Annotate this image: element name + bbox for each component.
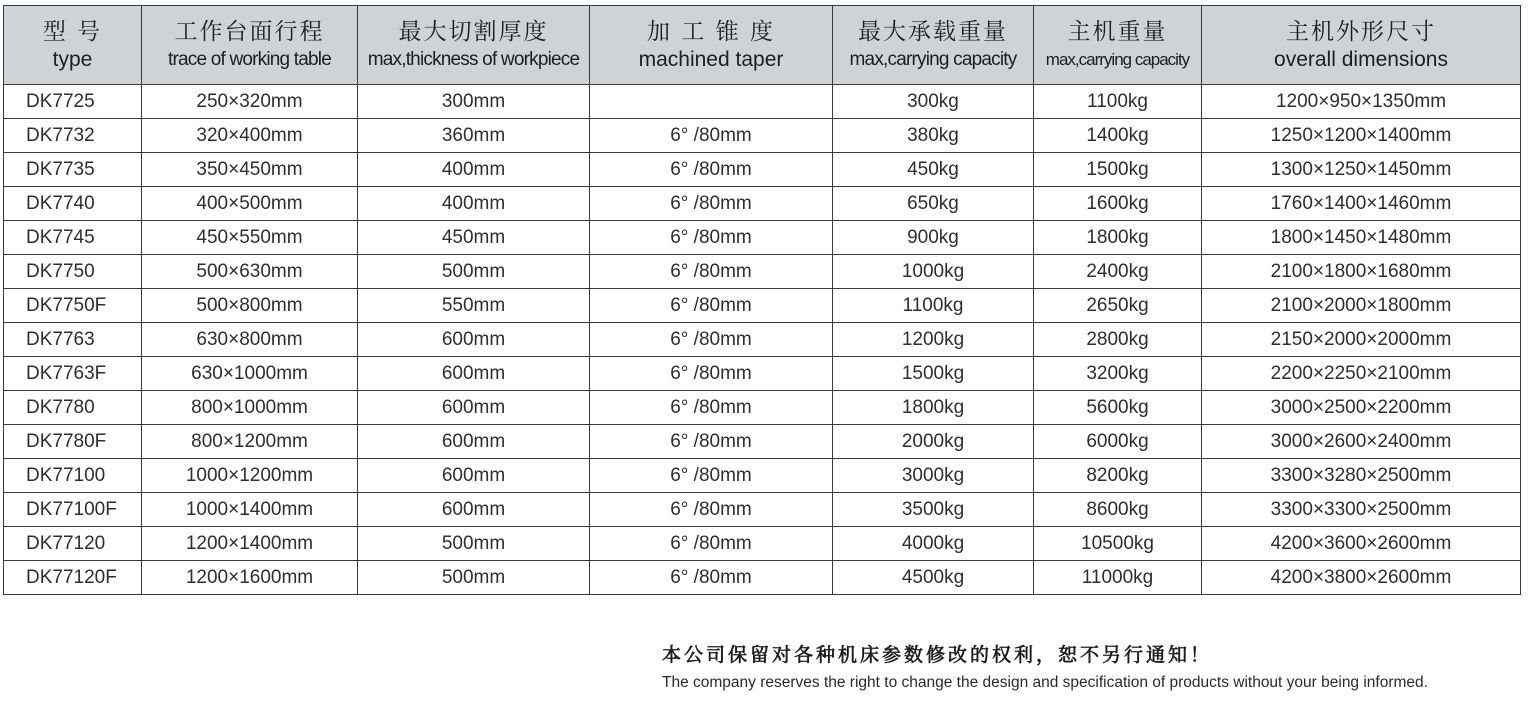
cell-table-trace: 500×800mm xyxy=(142,289,358,323)
cell-type: DK7725 xyxy=(4,85,142,119)
cell-taper: 6° /80mm xyxy=(590,153,833,187)
cell-type: DK7740 xyxy=(4,187,142,221)
cell-taper: 6° /80mm xyxy=(590,391,833,425)
cell-table-trace: 1000×1400mm xyxy=(142,493,358,527)
cell-dimensions: 1800×1450×1480mm xyxy=(1202,221,1521,255)
cell-max-load: 380kg xyxy=(833,119,1034,153)
cell-type: DK7750 xyxy=(4,255,142,289)
table-row xyxy=(4,493,1521,527)
cell-max-load: 300kg xyxy=(833,85,1034,119)
header-dimensions-cn: 主机外形尺寸 xyxy=(1286,19,1436,45)
cell-type: DK7780F xyxy=(4,425,142,459)
cell-max-load: 1100kg xyxy=(833,289,1034,323)
cell-type: DK7763 xyxy=(4,323,142,357)
cell-table-trace: 800×1200mm xyxy=(142,425,358,459)
cell-machine-weight: 5600kg xyxy=(1034,391,1202,425)
cell-taper: 6° /80mm xyxy=(590,255,833,289)
table-row xyxy=(4,527,1521,561)
cell-machine-weight: 3200kg xyxy=(1034,357,1202,391)
cell-table-trace: 250×320mm xyxy=(142,85,358,119)
cell-type: DK7763F xyxy=(4,357,142,391)
cell-type: DK77120F xyxy=(4,561,142,595)
cell-max-thickness: 600mm xyxy=(358,459,590,493)
cell-max-thickness: 500mm xyxy=(358,527,590,561)
cell-taper: 6° /80mm xyxy=(590,493,833,527)
cell-taper: 6° /80mm xyxy=(590,425,833,459)
table-row xyxy=(4,323,1521,357)
cell-table-trace: 1200×1400mm xyxy=(142,527,358,561)
header-max-thickness-en: max,thickness of workpiece xyxy=(367,49,580,70)
table-row xyxy=(4,289,1521,323)
table-row xyxy=(4,255,1521,289)
cell-table-trace: 800×1000mm xyxy=(142,391,358,425)
cell-max-load: 1800kg xyxy=(833,391,1034,425)
table-row xyxy=(4,391,1521,425)
header-taper-cn: 加 工 锥 度 xyxy=(647,19,775,45)
cell-machine-weight: 11000kg xyxy=(1034,561,1202,595)
cell-table-trace: 630×800mm xyxy=(142,323,358,357)
cell-max-load: 900kg xyxy=(833,221,1034,255)
cell-type: DK77100 xyxy=(4,459,142,493)
cell-max-load: 1500kg xyxy=(833,357,1034,391)
cell-max-load: 450kg xyxy=(833,153,1034,187)
cell-max-thickness: 400mm xyxy=(358,153,590,187)
table-row xyxy=(4,221,1521,255)
cell-max-load: 3500kg xyxy=(833,493,1034,527)
cell-max-thickness: 500mm xyxy=(358,561,590,595)
cell-dimensions: 3000×2600×2400mm xyxy=(1202,425,1521,459)
table-row xyxy=(4,425,1521,459)
cell-taper: 6° /80mm xyxy=(590,323,833,357)
cell-max-thickness: 550mm xyxy=(358,289,590,323)
cell-max-thickness: 360mm xyxy=(358,119,590,153)
cell-table-trace: 400×500mm xyxy=(142,187,358,221)
spec-table-body xyxy=(4,85,1521,595)
cell-max-thickness: 500mm xyxy=(358,255,590,289)
header-dimensions xyxy=(1202,6,1521,85)
cell-max-thickness: 450mm xyxy=(358,221,590,255)
table-row xyxy=(4,357,1521,391)
header-row xyxy=(4,6,1521,85)
cell-max-load: 2000kg xyxy=(833,425,1034,459)
cell-table-trace: 450×550mm xyxy=(142,221,358,255)
cell-max-thickness: 600mm xyxy=(358,391,590,425)
header-table-trace-cn: 工作台面行程 xyxy=(174,19,325,45)
table-row xyxy=(4,459,1521,493)
cell-machine-weight: 10500kg xyxy=(1034,527,1202,561)
header-max-thickness-cn: 最大切割厚度 xyxy=(398,19,549,45)
header-max-load-cn: 最大承载重量 xyxy=(858,19,1008,45)
cell-max-thickness: 600mm xyxy=(358,323,590,357)
cell-taper: 6° /80mm xyxy=(590,357,833,391)
cell-max-load: 4500kg xyxy=(833,561,1034,595)
header-dimensions-en: overall dimensions xyxy=(1274,48,1448,71)
notice-en: The company reserves the right to change the design and specification of products without your being informed. xyxy=(662,674,1428,691)
cell-dimensions: 1300×1250×1450mm xyxy=(1202,153,1521,187)
cell-dimensions: 2100×1800×1680mm xyxy=(1202,255,1521,289)
cell-machine-weight: 8600kg xyxy=(1034,493,1202,527)
cell-max-load: 1000kg xyxy=(833,255,1034,289)
cell-type: DK7732 xyxy=(4,119,142,153)
cell-table-trace: 500×630mm xyxy=(142,255,358,289)
header-machine-weight-cn: 主机重量 xyxy=(1067,19,1168,45)
header-max-load-en: max,carrying capacity xyxy=(849,49,1017,70)
table-row xyxy=(4,561,1521,595)
header-machine-weight-en: max,carrying capacity xyxy=(1045,50,1190,69)
cell-machine-weight: 2650kg xyxy=(1034,289,1202,323)
header-type-cn: 型 号 xyxy=(42,19,103,45)
table-row xyxy=(4,119,1521,153)
cell-max-thickness: 400mm xyxy=(358,187,590,221)
cell-machine-weight: 1500kg xyxy=(1034,153,1202,187)
cell-type: DK7750F xyxy=(4,289,142,323)
header-type-en: type xyxy=(52,48,93,71)
cell-max-thickness: 600mm xyxy=(358,425,590,459)
cell-dimensions: 2200×2250×2100mm xyxy=(1202,357,1521,391)
table-row xyxy=(4,85,1521,119)
header-table-trace xyxy=(142,6,358,85)
cell-dimensions: 3300×3300×2500mm xyxy=(1202,493,1521,527)
cell-table-trace: 1200×1600mm xyxy=(142,561,358,595)
cell-max-load: 3000kg xyxy=(833,459,1034,493)
cell-taper: 6° /80mm xyxy=(590,187,833,221)
header-taper-en: machined taper xyxy=(638,48,784,71)
table-row xyxy=(4,153,1521,187)
spec-table xyxy=(3,5,1521,595)
cell-type: DK77100F xyxy=(4,493,142,527)
notice xyxy=(662,640,1532,696)
cell-max-load: 1200kg xyxy=(833,323,1034,357)
cell-machine-weight: 6000kg xyxy=(1034,425,1202,459)
cell-type: DK77120 xyxy=(4,527,142,561)
cell-dimensions: 1200×950×1350mm xyxy=(1202,85,1521,119)
cell-taper: 6° /80mm xyxy=(590,119,833,153)
cell-dimensions: 3300×3280×2500mm xyxy=(1202,459,1521,493)
header-machine-weight xyxy=(1034,6,1202,85)
cell-max-thickness: 600mm xyxy=(358,493,590,527)
header-max-load xyxy=(833,6,1034,85)
cell-machine-weight: 1400kg xyxy=(1034,119,1202,153)
cell-machine-weight: 8200kg xyxy=(1034,459,1202,493)
cell-type: DK7780 xyxy=(4,391,142,425)
cell-taper xyxy=(590,85,833,119)
cell-max-thickness: 300mm xyxy=(358,85,590,119)
table-row xyxy=(4,187,1521,221)
cell-table-trace: 350×450mm xyxy=(142,153,358,187)
cell-machine-weight: 1100kg xyxy=(1034,85,1202,119)
cell-taper: 6° /80mm xyxy=(590,561,833,595)
cell-type: DK7745 xyxy=(4,221,142,255)
cell-machine-weight: 2400kg xyxy=(1034,255,1202,289)
notice-cn: 本公司保留对各种机床参数修改的权利，恕不另行通知！ xyxy=(662,644,1213,666)
cell-max-thickness: 600mm xyxy=(358,357,590,391)
cell-taper: 6° /80mm xyxy=(590,459,833,493)
cell-type: DK7735 xyxy=(4,153,142,187)
cell-dimensions: 4200×3800×2600mm xyxy=(1202,561,1521,595)
cell-machine-weight: 1600kg xyxy=(1034,187,1202,221)
cell-max-load: 650kg xyxy=(833,187,1034,221)
cell-dimensions: 1760×1400×1460mm xyxy=(1202,187,1521,221)
cell-taper: 6° /80mm xyxy=(590,289,833,323)
cell-dimensions: 2150×2000×2000mm xyxy=(1202,323,1521,357)
cell-machine-weight: 2800kg xyxy=(1034,323,1202,357)
cell-taper: 6° /80mm xyxy=(590,527,833,561)
cell-dimensions: 2100×2000×1800mm xyxy=(1202,289,1521,323)
cell-table-trace: 320×400mm xyxy=(142,119,358,153)
cell-table-trace: 1000×1200mm xyxy=(142,459,358,493)
header-taper xyxy=(590,6,833,85)
cell-max-load: 4000kg xyxy=(833,527,1034,561)
header-type xyxy=(4,6,142,85)
header-table-trace-en: trace of working table xyxy=(168,49,331,70)
cell-taper: 6° /80mm xyxy=(590,221,833,255)
header-max-thickness xyxy=(358,6,590,85)
cell-dimensions: 3000×2500×2200mm xyxy=(1202,391,1521,425)
cell-dimensions: 4200×3600×2600mm xyxy=(1202,527,1521,561)
cell-machine-weight: 1800kg xyxy=(1034,221,1202,255)
cell-dimensions: 1250×1200×1400mm xyxy=(1202,119,1521,153)
cell-table-trace: 630×1000mm xyxy=(142,357,358,391)
